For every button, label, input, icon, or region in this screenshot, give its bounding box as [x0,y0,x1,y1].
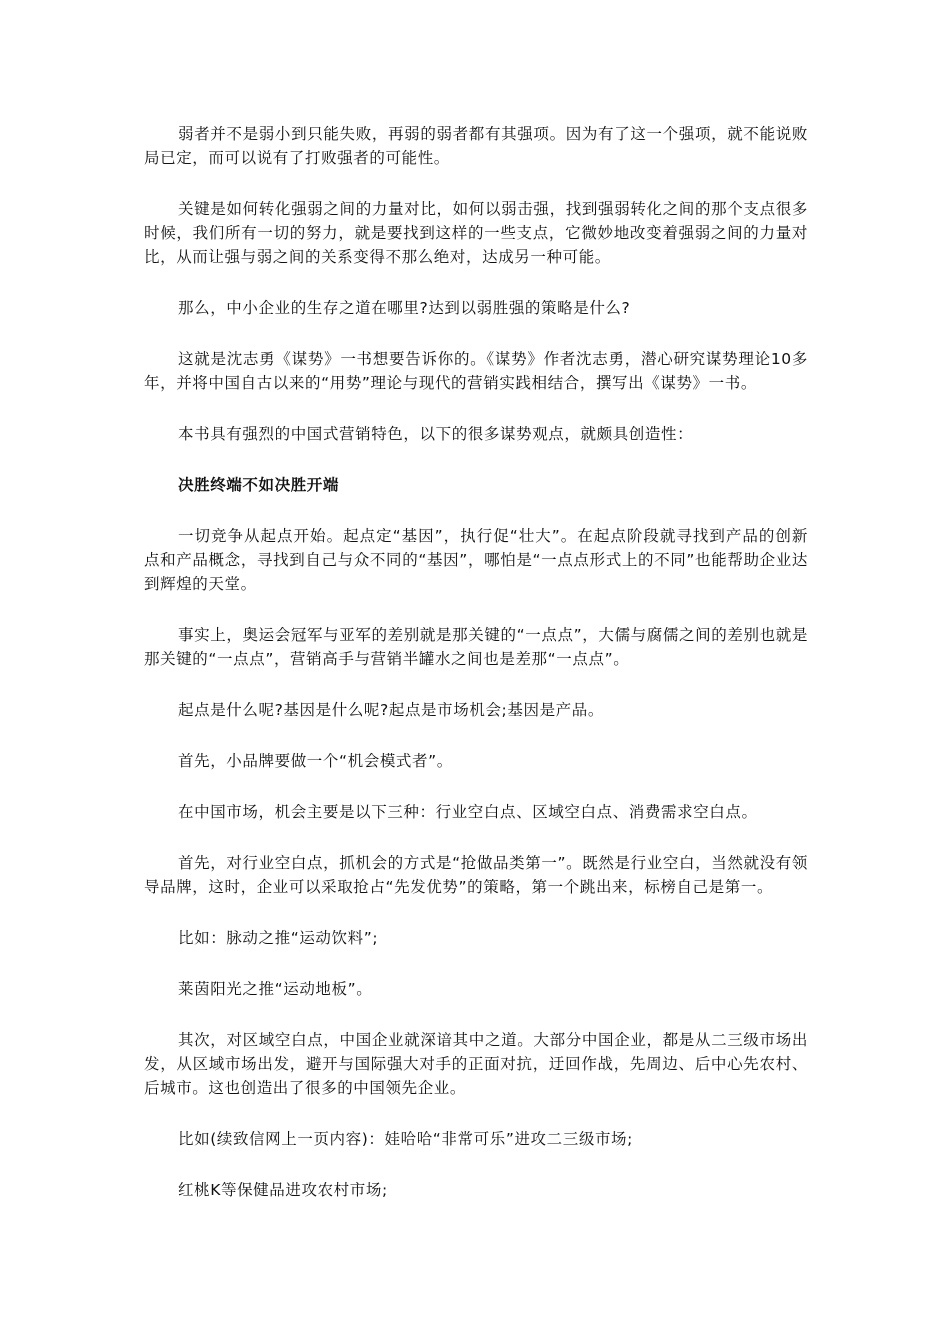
section-heading: 决胜终端不如决胜开端 [178,476,340,494]
paragraph: 本书具有强烈的中国式营销特色，以下的很多谋势观点，就颇具创造性： [178,425,694,443]
paragraph: 莱茵阳光之推“运动地板”。 [178,980,373,998]
paragraph: 这就是沈志勇《谋势》一书想要告诉你的。《谋势》作者沈志勇，潜心研究谋势理论10多年，并将中国自古以来的“用势”理论与现代的营销实践相结合，撰写出《谋势》一书。 [144,350,808,392]
paragraph: 其次，对区域空白点，中国企业就深谙其中之道。大部分中国企业，都是从二三级市场出发，从区域市场出发，避开与国际强大对手的正面对抗，迂回作战，先周边、后中心先农村、后城市。这也创造出了很多的中国领先企业。 [144,1031,808,1097]
paragraph: 在中国市场，机会主要是以下三种：行业空白点、区域空白点、消费需求空白点。 [178,803,758,821]
paragraph: 那么，中小企业的生存之道在哪里?达到以弱胜强的策略是什么? [178,299,631,317]
paragraph: 关键是如何转化强弱之间的力量对比，如何以弱击强，找到强弱转化之间的那个支点很多时候，我们所有一切的努力，就是要找到这样的一些支点，它微妙地改变着强弱之间的力量对比，从而让强与弱之间的关系变得不那么绝对，达成另一种可能。 [144,200,808,266]
paragraph: 事实上，奥运会冠军与亚军的差别就是那关键的“一点点”，大儒与腐儒之间的差别也就是那关键的“一点点”，营销高手与营销半罐水之间也是差那“一点点”。 [144,626,808,668]
document-body [144,122,808,1229]
paragraph: 比如：脉动之推“运动饮料”; [178,929,379,947]
paragraph: 一切竞争从起点开始。起点定“基因”，执行促“壮大”。在起点阶段就寻找到产品的创新点和产品概念，寻找到自己与众不同的“基因”，哪怕是“一点点形式上的不同”也能帮助企业达到辉煌的天堂。 [144,527,808,593]
paragraph: 比如(续致信网上一页内容)：娃哈哈“非常可乐”进攻二三级市场; [178,1130,633,1148]
paragraph: 起点是什么呢?基因是什么呢?起点是市场机会;基因是产品。 [178,701,604,719]
paragraph: 弱者并不是弱小到只能失败，再弱的弱者都有其强项。因为有了这一个强项，就不能说败局已定，而可以说有了打败强者的可能性。 [144,125,808,167]
paragraph: 首先，对行业空白点，抓机会的方式是“抢做品类第一”。既然是行业空白，当然就没有领导品牌，这时，企业可以采取抢占“先发优势”的策略，第一个跳出来，标榜自己是第一。 [144,854,808,896]
paragraph: 首先，小品牌要做一个“机会模式者”。 [178,752,453,770]
paragraph: 红桃K等保健品进攻农村市场; [178,1181,388,1199]
